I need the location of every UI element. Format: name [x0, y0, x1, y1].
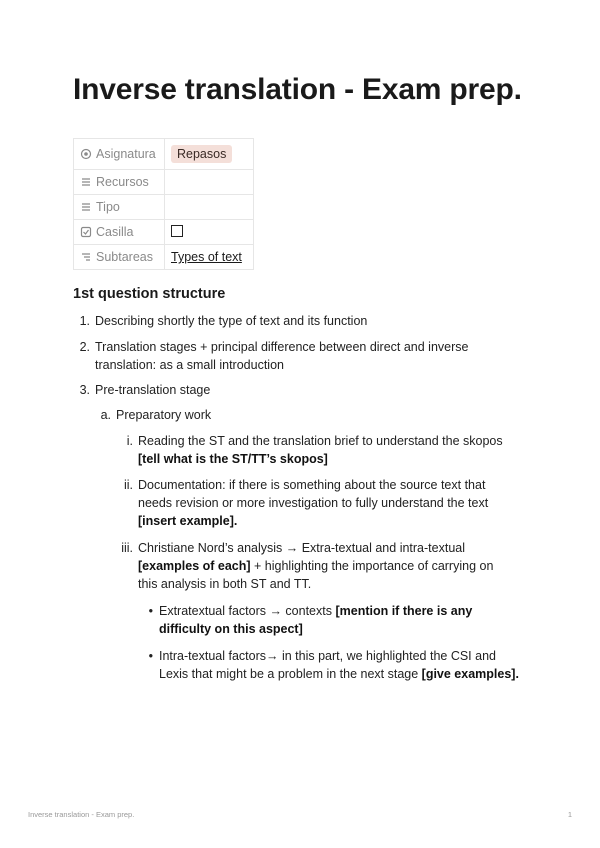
subtareas-link[interactable]: Types of text: [171, 250, 242, 264]
list-marker: 2.: [79, 340, 90, 354]
property-key: Subtareas: [96, 250, 153, 264]
list-item-emphasis: [mention if there is any: [335, 604, 473, 618]
list-item: [73, 312, 533, 330]
section-heading: 1st question structure: [73, 286, 226, 302]
status-icon: [80, 148, 92, 160]
list-item: [73, 381, 533, 399]
page-number: 1: [567, 810, 572, 819]
bullet-item: [73, 647, 533, 683]
property-key: Asignatura: [96, 147, 156, 161]
numbered-list: [73, 312, 533, 683]
list-item-text: Describing shortly the type of text and its function: [95, 314, 368, 328]
tipo-value[interactable]: [165, 195, 254, 220]
casilla-checkbox[interactable]: [171, 225, 183, 237]
list-item-text: translation: as a small introduction: [95, 358, 284, 372]
bullet-dot-icon: •: [148, 649, 153, 663]
list-marker: a.: [100, 408, 111, 422]
subtasks-icon: [80, 251, 92, 263]
property-row-casilla: [74, 220, 254, 245]
properties-table: [73, 138, 254, 270]
asignatura-tag[interactable]: Repasos: [171, 145, 232, 163]
list-item-emphasis: difficulty on this aspect]: [159, 622, 303, 636]
list-item-text: + highlighting the importance of carrying on: [250, 559, 494, 573]
list-item: [73, 476, 533, 530]
page-footer: [28, 810, 572, 819]
list-item: [73, 539, 533, 593]
list-icon: [80, 201, 92, 213]
list-item: [73, 406, 533, 424]
footer-title: Inverse translation - Exam prep.: [28, 810, 135, 819]
page-title: Inverse translation - Exam prep.: [73, 73, 522, 106]
list-item: [73, 338, 533, 374]
property-row-recursos: [74, 170, 254, 195]
list-item-text: needs revision or more investigation to fully understand the text: [138, 496, 489, 510]
list-item-text: Preparatory work: [116, 408, 212, 422]
list-item-text: Lexis that might be a problem in the next stage: [159, 667, 422, 681]
property-row-tipo: [74, 195, 254, 220]
list-marker: 1.: [79, 314, 90, 328]
list-item-text: Documentation: if there is something about the source text that: [138, 478, 486, 492]
list-item-text: Intra-textual factors→ in this part, we highlighted the CSI and: [159, 649, 496, 663]
list-item-text: Reading the ST and the translation brief to understand the skopos: [138, 434, 503, 448]
list-item-text: Christiane Nord’s analysis → Extra-textual and intra-textual: [138, 541, 465, 555]
list-marker: i.: [126, 434, 133, 448]
bullet-item: [73, 602, 533, 638]
list-item-text: Translation stages + principal difference between direct and inverse: [95, 340, 469, 354]
property-key: Casilla: [96, 225, 134, 239]
checkbox-icon: [80, 226, 92, 238]
list-marker: ii.: [123, 478, 133, 492]
list-icon: [80, 176, 92, 188]
document-page: [73, 72, 533, 683]
list-marker: 3.: [79, 383, 90, 397]
list-marker: iii.: [121, 541, 133, 555]
list-item-emphasis: [examples of each]: [138, 559, 251, 573]
bullet-dot-icon: •: [148, 604, 153, 618]
property-row-asignatura: [74, 139, 254, 170]
list-item-text: this analysis in both ST and TT.: [138, 577, 312, 591]
property-key: Recursos: [96, 175, 149, 189]
recursos-value[interactable]: [165, 170, 254, 195]
list-item-emphasis: [insert example].: [138, 514, 238, 528]
list-item-text: Extratextual factors → contexts: [159, 604, 336, 618]
property-key: Tipo: [96, 200, 120, 214]
list-item-emphasis: [tell what is the ST/TT’s skopos]: [138, 452, 328, 466]
property-row-subtareas: [74, 245, 254, 270]
list-item: [73, 432, 533, 468]
list-item-emphasis: [give examples].: [421, 667, 519, 681]
list-item-text: Pre-translation stage: [95, 383, 211, 397]
